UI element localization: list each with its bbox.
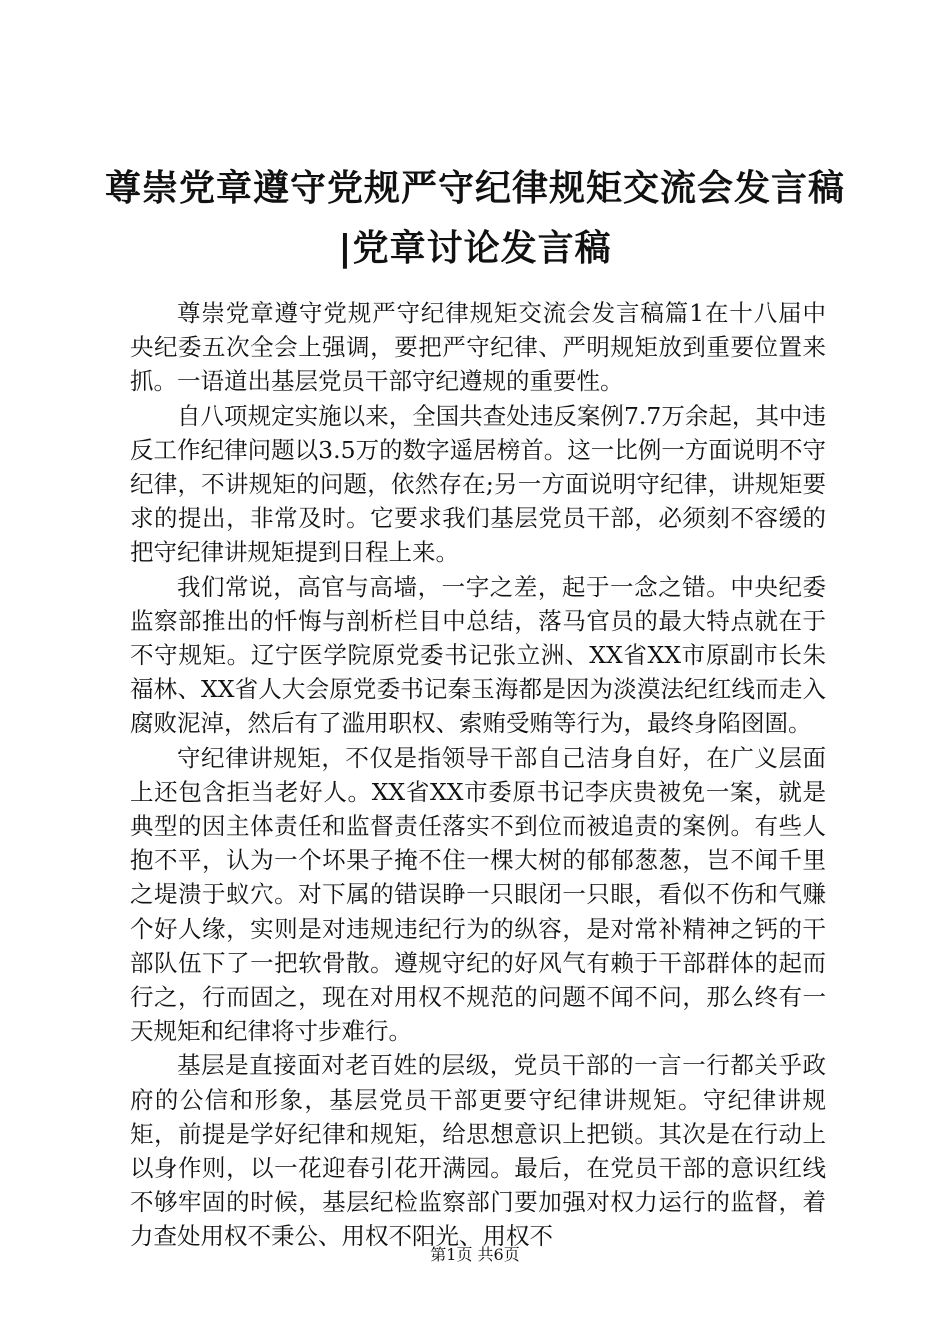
paragraph-4: 守纪律讲规矩，不仅是指领导干部自己洁身自好，在广义层面上还包含拒当老好人。XX省XX市委原书记李庆贵被免一案，就是典型的因主体责任和监督责任落实不到位而被追责的案例。有些人抱不平，认为一个坏果子掩不住一棵大树的郁郁葱葱，岂不闻千里之堤溃于蚁穴。对下属的错误睁一只眼闭一只眼，看似不伤和气赚个好人缘，实则是对违规违纪行为的纵容，是对常补精神之钙的干部队伍下了一把软骨散。遵规守纪的好风气有赖于干部群体的起而行之，行而固之，现在对用权不规范的问题不闻不问，那么终有一天规矩和纪律将寸步难行。 bbox=[130, 743, 826, 1046]
page-footer: 第1页 共6页 bbox=[430, 1245, 520, 1264]
document-body bbox=[130, 296, 826, 1254]
paragraph-1: 尊崇党章遵守党规严守纪律规矩交流会发言稿篇1在十八届中央纪委五次全会上强调，要把严守纪律、严明规矩放到重要位置来抓。一语道出基层党员干部守纪遵规的重要性。 bbox=[130, 299, 826, 396]
paragraph-5: 基层是直接面对老百姓的层级，党员干部的一言一行都关乎政府的公信和形象，基层党员干部更要守纪律讲规矩。守纪律讲规矩，前提是学好纪律和规矩，给思想意识上把锁。其次是在行动上以身作则，以一花迎春引花开满园。最后，在党员干部的意识红线不够牢固的时候，基层纪检监察部门要加强对权力运行的监督，着力查处用权不秉公、用权不阳光、用权不 bbox=[130, 1051, 826, 1251]
paragraph-2: 自八项规定实施以来，全国共查处违反案例7.7万余起，其中违反工作纪律问题以3.5万的数字遥居榜首。这一比例一方面说明不守纪律，不讲规矩的问题，依然存在;另一方面说明守纪律，讲规矩要求的提出，非常及时。它要求我们基层党员干部，必须刻不容缓的把守纪律讲规矩提到日程上来。 bbox=[130, 401, 826, 567]
paragraph-3: 我们常说，高官与高墙，一字之差，起于一念之错。中央纪委监察部推出的忏悔与剖析栏目中总结，落马官员的最大特点就在于不守规矩。辽宁医学院原党委书记张立洲、XX省XX市原副市长朱福林、XX省人大会原党委书记秦玉海都是因为淡漠法纪红线而走入腐败泥淖，然后有了滥用职权、索贿受贿等行为，最终身陷囹圄。 bbox=[130, 572, 826, 738]
document-title-line-1: 尊崇党章遵守党规严守纪律规矩交流会发言稿 bbox=[104, 168, 845, 209]
document-title-line-2: |党章讨论发言稿 bbox=[338, 228, 612, 269]
